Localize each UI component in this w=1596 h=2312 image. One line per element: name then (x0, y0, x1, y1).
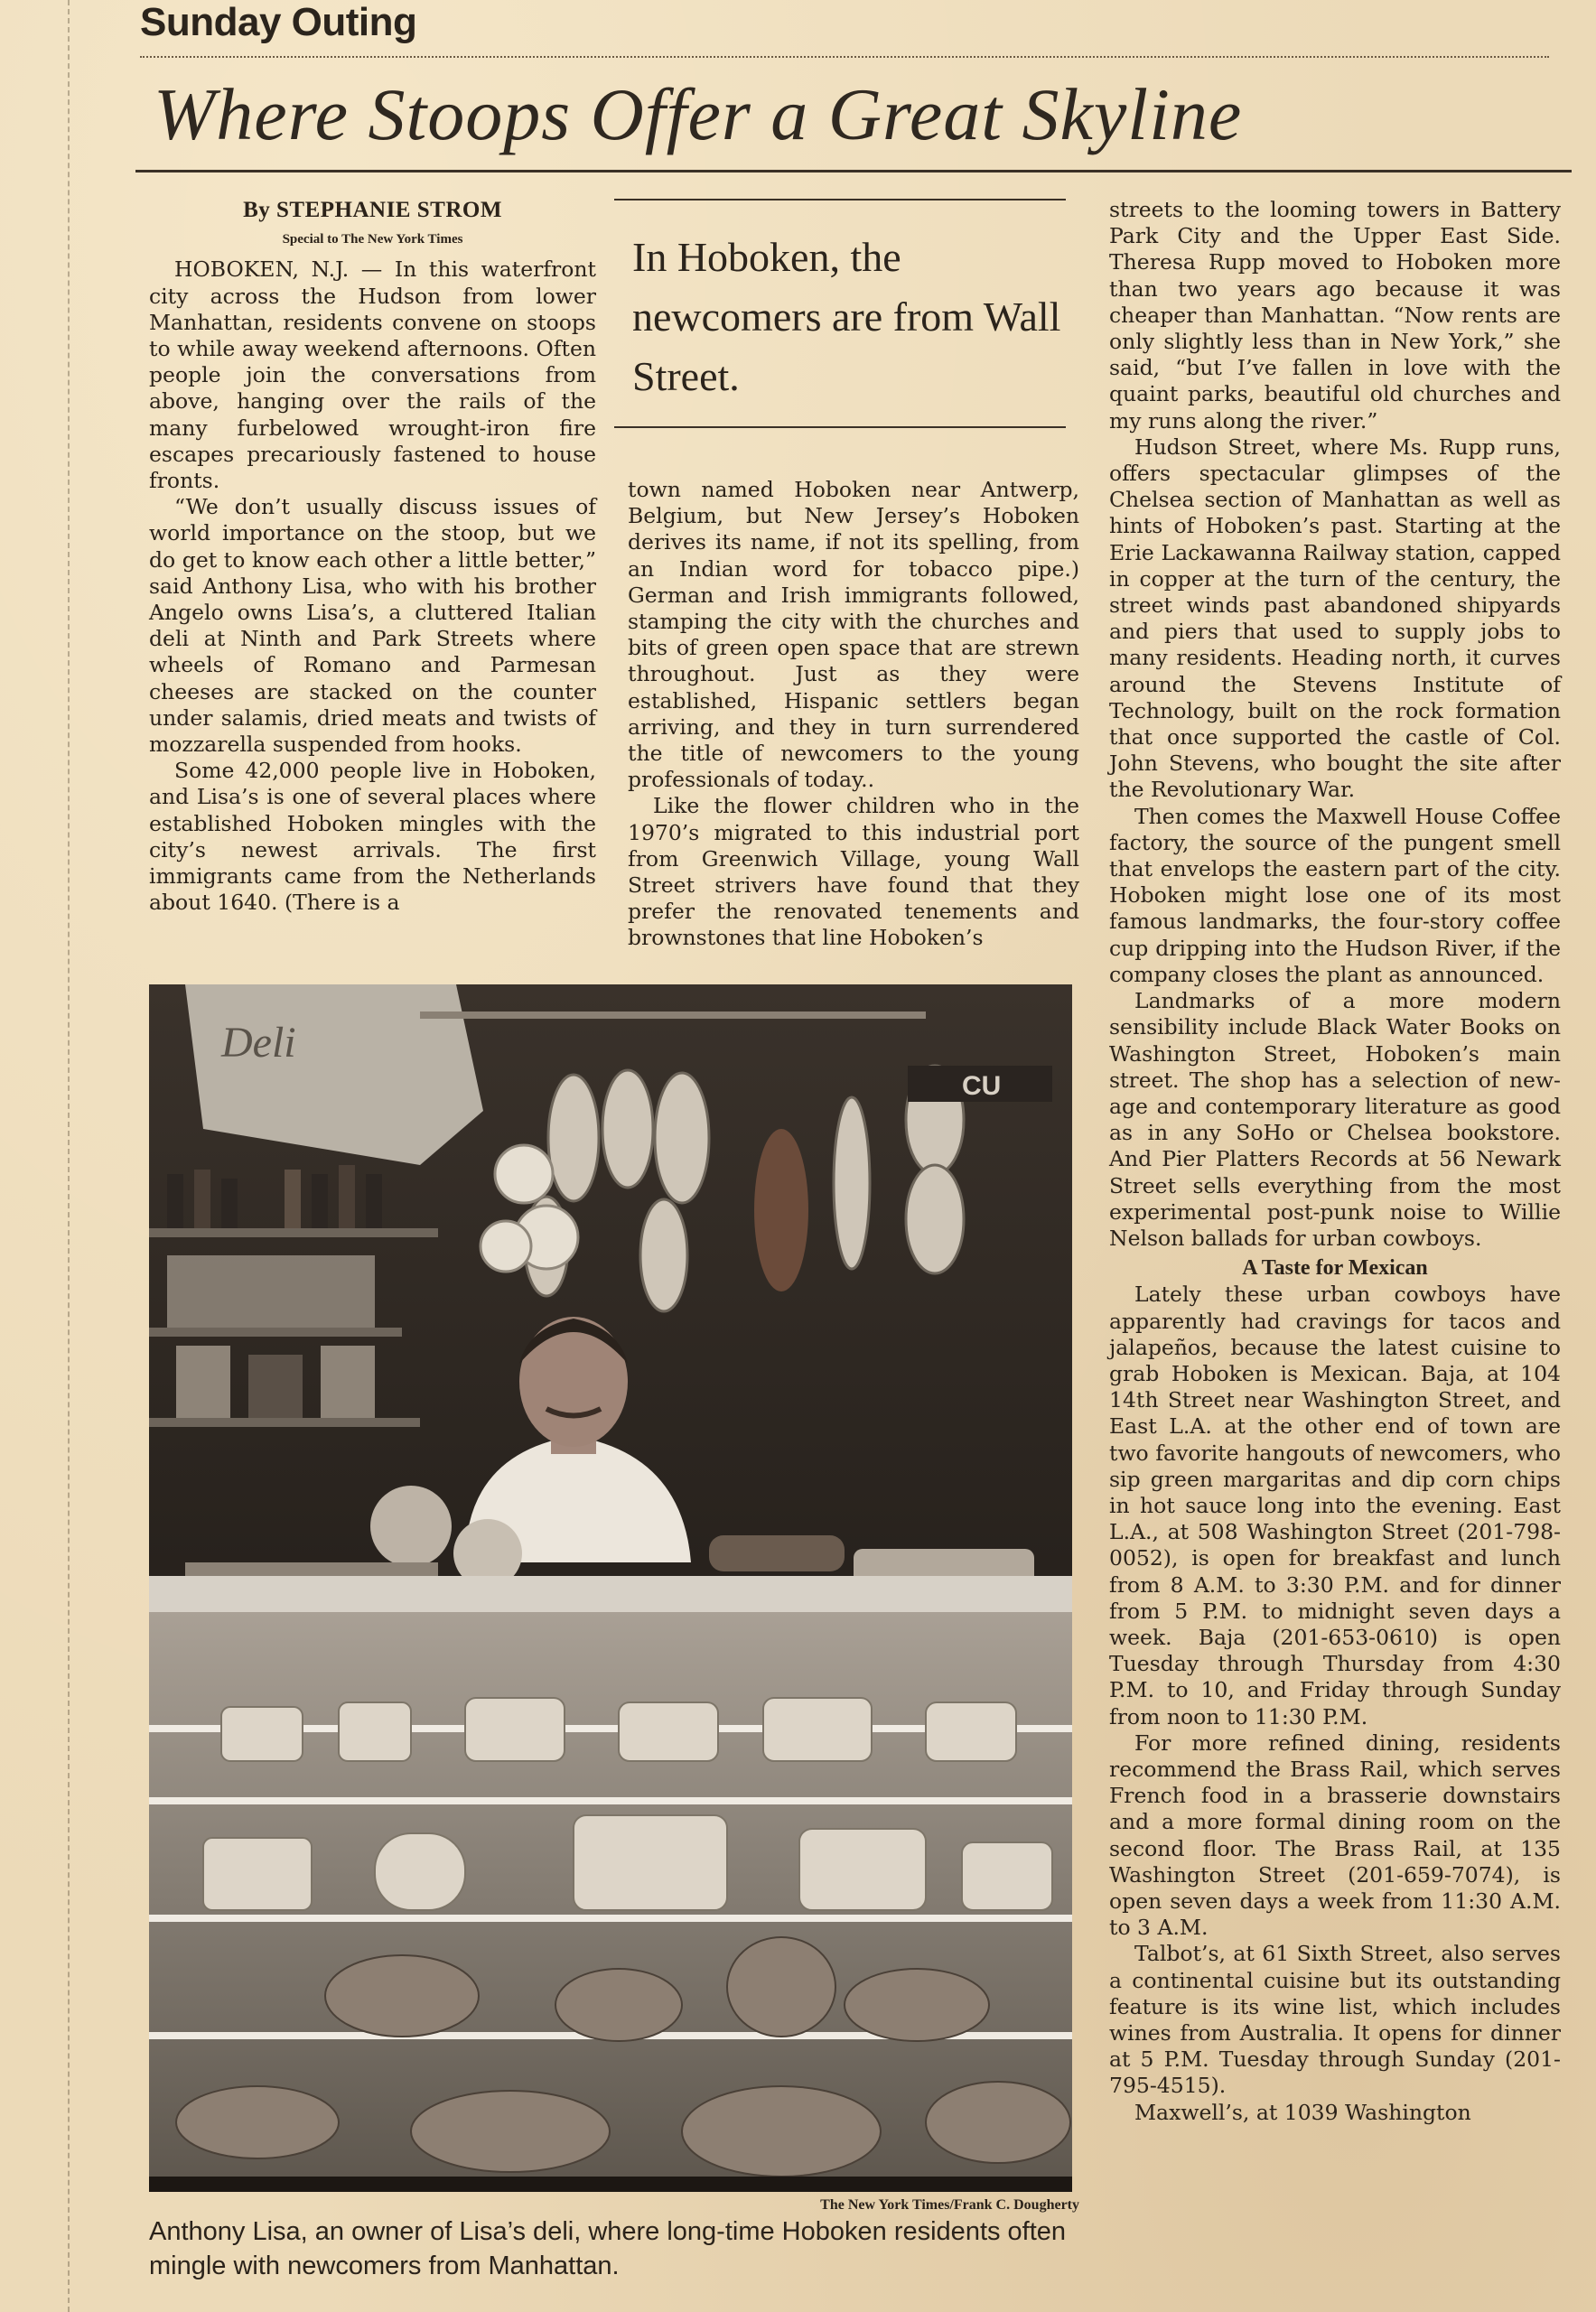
headline-divider (135, 170, 1572, 172)
deli-sign-text: CU (962, 1071, 1002, 1101)
photo-credit: The New York Times/Frank C. Dougherty (820, 2197, 1079, 2213)
paragraph: Landmarks of a more modern sensibility include Black Water Books on Washington Street, Hoboken’s main street. The shop has a selection of new-age and contemporary literature as good as in any SoHo or Chelsea bookstore. And Pier Platters Records at 56 Newark Street sells everything from the most experimental post-punk noise to Willie Nelson ballads for urban cowboys. (1109, 988, 1561, 1251)
paragraph: Maxwell’s, at 1039 Washington (1134, 2099, 1471, 2125)
kicker-divider (140, 56, 1549, 58)
dark-salami (754, 1129, 808, 1291)
paragraph: Some 42,000 people live in Hoboken, and Lisa’s is one of several places where established Hoboken mingles with the city’s newest arrivals. The first immigrants came from the Netherlands about 1640. (There is a (149, 758, 596, 916)
article-column-3 (1109, 197, 1561, 2126)
headline: Where Stoops Offer a Great Skyline (154, 73, 1243, 155)
subhead: A Taste for Mexican (1242, 1256, 1428, 1281)
svg-text:Deli: Deli (221, 1019, 296, 1067)
paragraph: HOBOKEN, N.J. — In this waterfront city across the Hudson from lower Manhattan, residents convene on stoops to while away weekend afternoons. Often people join the conversations from above, hanging over the rails of the many furbelowed wrought-iron fire escapes precariously fastened to house fronts. (149, 256, 596, 494)
paragraph: Hudson Street, where Ms. Rupp runs, offers spectacular glimpses of the Chelsea section of Manhattan as well as hints of Hoboken’s past. Starting at the Erie Lackawanna Railway station, capped in copper at the turn of the century, the street winds past abandoned shipyards and piers that used to supply jobs to many residents. Heading north, it curves around the Stevens Institute of Technology, built on the rock formation that once supported the castle of Col. John Stevens, who bought the site after the Revolutionary War. (1109, 434, 1561, 803)
paragraph: streets to the looming towers in Battery Park City and the Upper East Side. Theresa Rupp moved to Hoboken more than two years ago because it was cheaper than Manhattan. “Now rents are only slightly less than in New York,” she said, “but I’ve fallen in love with the quaint parks, beautiful old churches and my runs along the river.” (1109, 197, 1561, 434)
paragraph: Then comes the Maxwell House Coffee factory, the source of the pungent smell that envelops the eastern part of the city. Hoboken might lose one of its most famous landmarks, the four-story coffee cup dripping into the Hudson River, if the company closes the plant as announced. (1109, 803, 1561, 987)
counter-top (149, 1576, 1072, 1612)
paragraph: Like the flower children who in the 1970’s migrated to this industrial port from Greenwich Village, young Wall Street strivers have found that they prefer the renovated tenements and brownstones that line Hoboken’s (628, 793, 1079, 951)
margin-fold-line (68, 0, 70, 2312)
cheese-wheel (370, 1486, 452, 1567)
paragraph: Talbot’s, at 61 Sixth Street, also serves a continental cuisine but its outstanding feature is its wine list, which includes wines from Australia. It opens for dinner at 5 P.M. Tuesday through Sunday (201-795-4515). (1109, 1941, 1561, 2099)
photo-caption: Anthony Lisa, an owner of Lisa’s deli, where long-time Hoboken residents often mingle with newcomers from Manhattan. (149, 2217, 1067, 2280)
deli-photo-illustration (149, 984, 1072, 2192)
paragraph: “We don’t usually discuss issues of world importance on the stoop, but we do get to know each other a little better,” said Anthony Lisa, who with his brother Angelo owns Lisa’s, a cluttered Italian deli at Ninth and Park Streets where wheels of Romano and Parmesan cheeses are stacked on the counter under salamis, dried meats and twists of mozzarella suspended from hooks. (149, 494, 596, 758)
byline: By STEPHANIE STROM (243, 198, 502, 222)
pull-quote: In Hoboken, the newcomers are from Wall Street. (614, 199, 1066, 428)
paragraph: For more refined dining, residents recommend the Brass Rail, which serves French food in a brasserie downstairs and a more formal dining room on the second floor. The Brass Rail, at 135 Washington Street (201-659-7074), is open seven days a week from 11:30 A.M. to 3 A.M. (1109, 1729, 1561, 1941)
paragraph: town named Hoboken near Antwerp, Belgium, but New Jersey’s Hoboken derives its name, if not its spelling, from an Indian word for tobacco pipe.) German and Irish immigrants followed, stamping the city with the churches and bits of green open space that are strewn throughout. Just as they were established, Hispanic settlers began arriving, and they in turn surrendered the title of newcomers to the young professionals of today.. (628, 477, 1079, 793)
deli-photo (149, 984, 1072, 2192)
section-kicker: Sunday Outing (140, 0, 417, 44)
article-column-2 (628, 477, 1079, 952)
paragraph: Lately these urban cowboys have apparently had cravings for tacos and jalapeños, because the latest cuisine to grab Hoboken is Mexican. Baja, at 104 14th Street near Washington Street, and East L.A. at the other end of town are two favorite hangouts of newcomers, who sip green margaritas and dip corn chips in hot sauce long into the evening. East L.A., at 508 Washington Street (201-798-0052), is open for breakfast and lunch from 8 A.M. to 3:30 P.M. and for dinner from 5 P.M. to midnight seven days a week. Baja (201-653-0610) is open Tuesday through Thursday from 4:30 P.M. to 10, and Friday through Sunday from noon to 11:30 P.M. (1109, 1282, 1561, 1729)
article-column-1 (149, 197, 596, 916)
wire-credit: Special to The New York Times (282, 232, 463, 247)
